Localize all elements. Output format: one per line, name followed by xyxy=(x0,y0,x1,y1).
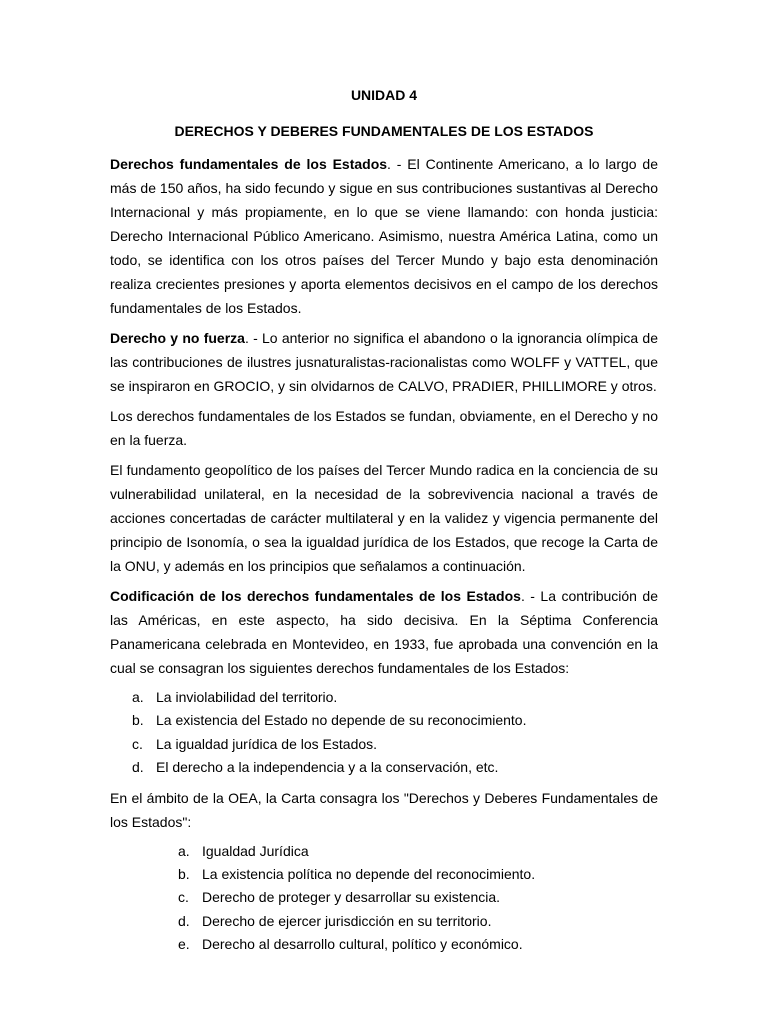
paragraph-fundamento-derecho: Los derechos fundamentales de los Estados se fundan, obviamente, en el Derecho y no en la fuerza. xyxy=(110,408,658,448)
list-marker: d. xyxy=(178,912,190,929)
list-marker: b. xyxy=(132,712,144,729)
unit-title: UNIDAD 4 xyxy=(350,87,418,103)
list-marker: a. xyxy=(178,842,190,859)
list-item-text: La existencia política no depende del reconocimiento. xyxy=(202,866,536,883)
list-item xyxy=(110,733,658,756)
paragraph-text: . - Lo anterior no significa el abandono o la ignorancia olímpica de las contribuciones de ilustres jusnaturalistas-racionalistas como WOLFF y VATTEL, que se inspiraron en GROCIO, y sin olvidarnos de CALVO, PRADIER, PHILLIMORE y otros. xyxy=(110,330,658,394)
paragraph-lead: Derechos fundamentales de los Estados xyxy=(110,156,388,172)
paragraph-derecho-no-fuerza xyxy=(110,326,658,398)
list-item-text: Igualdad Jurídica xyxy=(202,842,309,859)
paragraph-text: . - El Continente Americano, a lo largo de más de 150 años, ha sido fecundo y sigue en sus contribuciones sustantivas al Derecho Internacional y más propiamente, en lo que se viene llamando: con honda justicia: Derecho Internacional Público Americano. Asimismo, nuestra América Latina, como un todo, se identifica con los otros países del Tercer Mundo y bajo esta denominación realiza crecientes presiones y aporta elementos decisivos en el campo de los derechos fundamentales de los Estados. xyxy=(110,156,658,316)
paragraph-oea: En el ámbito de la OEA, la Carta consagra los "Derechos y Deberes Fundamentales de los Estados": xyxy=(110,789,658,830)
paragraph-fundamento-geopolitico: El fundamento geopolítico de los países del Tercer Mundo radica en la conciencia de su vulnerabilidad unilateral, en la necesidad de la sobrevivencia nacional a través de acciones concertadas de carácter multilateral y en la validez y vigencia permanente del principio de Isonomía, o sea la igualdad jurídica de los Estados, que recoge la Carta de la ONU, y además en los principios que señalamos a continuación. xyxy=(110,462,658,574)
list-marker: b. xyxy=(178,866,190,883)
paragraph-text: . - La contribución de las Américas, en este aspecto, ha sido decisiva. En la Séptima Conferencia Panamericana celebrada en Montevideo, en 1933, fue aprobada una convención en la cual se consagran los siguientes derechos fundamentales de los Estados: xyxy=(110,588,658,676)
list-item xyxy=(110,933,658,956)
paragraph-codificacion xyxy=(110,584,658,680)
list-marker: a. xyxy=(132,689,144,705)
list-item xyxy=(110,686,658,709)
list-item xyxy=(110,840,658,863)
list-item-text: La igualdad jurídica de los Estados. xyxy=(156,735,378,752)
list-item xyxy=(110,886,658,909)
list-item xyxy=(110,863,658,886)
list-item-text: La existencia del Estado no depende de su reconocimiento. xyxy=(156,712,527,729)
paragraph-lead: Derecho y no fuerza xyxy=(110,330,245,346)
list-marker: c. xyxy=(132,735,143,752)
list-item-text: El derecho a la independencia y a la conservación, etc. xyxy=(156,759,499,776)
list-item-text: Derecho de ejercer jurisdicción en su territorio. xyxy=(202,912,492,929)
list-item xyxy=(110,910,658,933)
list-marker: e. xyxy=(178,936,190,953)
paragraph-derechos-fundamentales xyxy=(110,152,658,320)
list-item-text: Derecho al desarrollo cultural, político y económico. xyxy=(202,936,523,953)
paragraph-lead: Codificación de los derechos fundamentales de los Estados xyxy=(110,588,521,604)
list-montevideo-rights xyxy=(110,686,658,780)
list-item xyxy=(110,709,658,732)
list-item xyxy=(110,756,658,779)
list-item-text: Derecho de proteger y desarrollar su existencia. xyxy=(202,889,501,906)
list-marker: d. xyxy=(132,759,144,776)
document-title: DERECHOS Y DEBERES FUNDAMENTALES DE LOS ESTADOS xyxy=(174,123,594,139)
list-item-text: La inviolabilidad del territorio. xyxy=(156,689,338,705)
list-oea-rights xyxy=(110,840,658,957)
list-marker: c. xyxy=(178,889,189,906)
